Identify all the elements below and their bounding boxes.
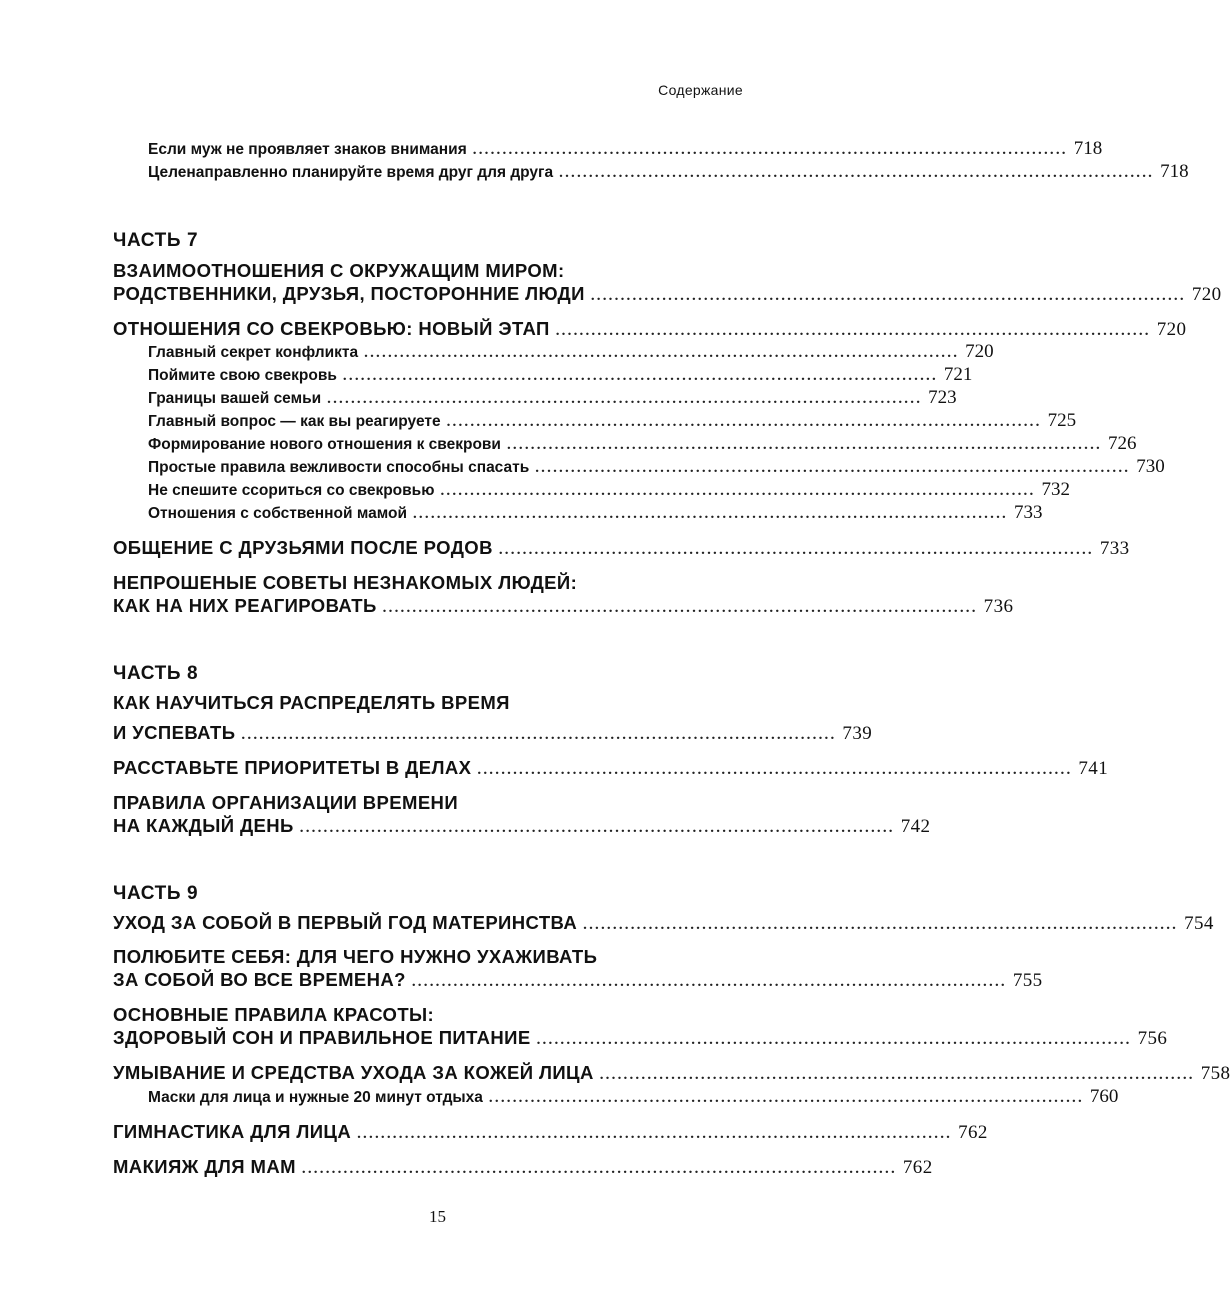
toc-chapter-title-line: ОСНОВНЫЕ ПРАВИЛА КРАСОТЫ: xyxy=(113,1004,435,1025)
leader-dots: .................................................................................................... xyxy=(440,483,1036,499)
leader-dots: .................................................................................................... xyxy=(446,414,1042,430)
toc-entry-page: 762 xyxy=(958,1122,988,1143)
toc-entry[interactable] xyxy=(148,341,994,363)
toc-entry-title: НА КАЖДЫЙ ДЕНЬ xyxy=(113,815,294,836)
leader-dots: .................................................................................................... xyxy=(411,974,1007,990)
leader-dots: .................................................................................................... xyxy=(583,917,1179,933)
part-title-line: ВЗАИМООТНОШЕНИЯ С ОКРУЖАЩИМ МИРОМ: xyxy=(113,260,565,281)
toc-entry-title: Если муж не проявляет знаков внимания xyxy=(148,141,467,158)
page-number: 15 xyxy=(429,1207,446,1226)
toc-entry[interactable] xyxy=(148,138,1103,160)
leader-dots: .................................................................................................... xyxy=(382,600,978,616)
toc-entry[interactable] xyxy=(148,1086,1119,1108)
part-label: ЧАСТЬ 7 xyxy=(113,230,199,251)
toc-entry-page: 760 xyxy=(1089,1086,1119,1107)
toc-entry-page: 762 xyxy=(902,1157,933,1178)
part-label: ЧАСТЬ 9 xyxy=(113,883,199,904)
toc-entry-page: 754 xyxy=(1184,913,1214,934)
toc-entry[interactable] xyxy=(148,364,973,386)
toc-chapter-entry[interactable] xyxy=(113,1156,933,1179)
toc-entry[interactable] xyxy=(148,433,1137,455)
toc-chapter-entry[interactable] xyxy=(113,537,1130,560)
toc-entry[interactable] xyxy=(148,456,1165,478)
leader-dots: .................................................................................................... xyxy=(364,345,960,361)
leader-dots: .................................................................................................... xyxy=(590,288,1186,304)
toc-entry-title: Отношения с собственной мамой xyxy=(148,505,407,522)
toc-entry-page: 733 xyxy=(1099,538,1130,559)
leader-dots: .................................................................................................... xyxy=(299,820,895,836)
toc-entry-title: ЗА СОБОЙ ВО ВСЕ ВРЕМЕНА? xyxy=(113,969,406,990)
toc-entry-title: Маски для лица и нужные 20 минут отдыха xyxy=(148,1089,483,1106)
toc-chapter-entry[interactable] xyxy=(113,1062,1230,1085)
leader-dots: .................................................................................................... xyxy=(555,323,1151,339)
toc-entry-page: 730 xyxy=(1136,456,1165,477)
toc-chapter-title-line: ПРАВИЛА ОРГАНИЗАЦИИ ВРЕМЕНИ xyxy=(113,792,459,813)
toc-entry-title: РАССТАВЬТЕ ПРИОРИТЕТЫ В ДЕЛАХ xyxy=(113,757,472,778)
leader-dots: .................................................................................................... xyxy=(488,1090,1084,1106)
leader-dots: .................................................................................................... xyxy=(477,762,1073,778)
toc-entry[interactable] xyxy=(148,161,1189,183)
toc-chapter-entry[interactable] xyxy=(113,815,931,838)
leader-dots: .................................................................................................... xyxy=(357,1126,953,1142)
toc-chapter-entry[interactable] xyxy=(113,969,1043,992)
toc-chapter-entry[interactable] xyxy=(113,318,1187,341)
leader-dots: .................................................................................................... xyxy=(327,391,923,407)
toc-entry-title: МАКИЯЖ ДЛЯ МАМ xyxy=(113,1156,296,1177)
leader-dots: .................................................................................................... xyxy=(412,506,1008,522)
toc-chapter-title-line: НЕПРОШЕНЫЕ СОВЕТЫ НЕЗНАКОМЫХ ЛЮДЕЙ: xyxy=(113,572,578,593)
toc-entry-page: 718 xyxy=(1160,161,1189,182)
toc-entry-title: ОТНОШЕНИЯ СО СВЕКРОВЬЮ: НОВЫЙ ЭТАП xyxy=(113,318,550,339)
toc-entry-page: 741 xyxy=(1078,758,1109,779)
toc-entry-page: 720 xyxy=(1156,319,1187,340)
leader-dots: .................................................................................................... xyxy=(472,142,1068,158)
leader-dots: .................................................................................................... xyxy=(301,1161,897,1177)
leader-dots: .................................................................................................... xyxy=(535,460,1131,476)
toc-entry-page: 720 xyxy=(1191,284,1222,305)
toc-chapter-entry[interactable] xyxy=(113,1027,1168,1050)
toc-entry-title: И УСПЕВАТЬ xyxy=(113,722,236,743)
toc-entry-page: 758 xyxy=(1200,1063,1230,1084)
toc-entry-page: 726 xyxy=(1107,433,1137,454)
toc-entry-title: Главный вопрос — как вы реагируете xyxy=(148,413,441,430)
toc-entry-title: Поймите свою свекровь xyxy=(148,367,337,384)
toc-chapter-entry[interactable] xyxy=(113,1121,988,1144)
toc-part-entry[interactable] xyxy=(113,912,1214,935)
toc-entry-title: Простые правила вежливости способны спасать xyxy=(148,459,530,476)
toc-entry[interactable] xyxy=(148,387,957,409)
toc-entry-title: Целенаправленно планируйте время друг для друга xyxy=(148,164,554,181)
toc-part-entry[interactable] xyxy=(113,722,873,745)
toc-entry-title: ОБЩЕНИЕ С ДРУЗЬЯМИ ПОСЛЕ РОДОВ xyxy=(113,537,493,558)
leader-dots: .................................................................................................... xyxy=(559,165,1155,181)
leader-dots: .................................................................................................... xyxy=(599,1067,1195,1083)
toc-entry-title: КАК НА НИХ РЕАГИРОВАТЬ xyxy=(113,595,377,616)
toc-entry[interactable] xyxy=(148,410,1077,432)
running-header: Содержание xyxy=(658,82,743,98)
toc-entry-page: 736 xyxy=(983,596,1014,617)
toc-entry-title: Не спешите ссориться со свекровью xyxy=(148,482,435,499)
toc-chapter-entry[interactable] xyxy=(113,595,1014,618)
toc-entry-title: ГИМНАСТИКА ДЛЯ ЛИЦА xyxy=(113,1121,352,1142)
toc-entry-page: 756 xyxy=(1137,1028,1168,1049)
toc-entry-page: 755 xyxy=(1012,970,1043,991)
toc-entry-title: ЗДОРОВЫЙ СОН И ПРАВИЛЬНОЕ ПИТАНИЕ xyxy=(113,1027,531,1048)
toc-entry-title: УХОД ЗА СОБОЙ В ПЕРВЫЙ ГОД МАТЕРИНСТВА xyxy=(113,912,578,933)
part-label: ЧАСТЬ 8 xyxy=(113,663,199,684)
toc-entry-page: 733 xyxy=(1013,502,1043,523)
toc-entry-page: 732 xyxy=(1041,479,1070,500)
toc-entry-title: Главный секрет конфликта xyxy=(148,344,359,361)
toc-entry-page: 721 xyxy=(943,364,973,385)
toc-entry[interactable] xyxy=(148,479,1070,501)
toc-entry-page: 723 xyxy=(928,387,957,408)
toc-entry-title: РОДСТВЕННИКИ, ДРУЗЬЯ, ПОСТОРОННИЕ ЛЮДИ xyxy=(113,283,585,304)
toc-entry-page: 720 xyxy=(965,341,994,362)
leader-dots: .................................................................................................... xyxy=(241,727,837,743)
leader-dots: .................................................................................................... xyxy=(498,542,1094,558)
toc-entry[interactable] xyxy=(148,502,1043,524)
toc-entry-page: 718 xyxy=(1073,138,1103,159)
toc-entry-title: Границы вашей семьи xyxy=(148,390,322,407)
toc-chapter-title-line: ПОЛЮБИТЕ СЕБЯ: ДЛЯ ЧЕГО НУЖНО УХАЖИВАТЬ xyxy=(113,946,598,967)
toc-entry-title: УМЫВАНИЕ И СРЕДСТВА УХОДА ЗА КОЖЕЙ ЛИЦА xyxy=(113,1062,594,1083)
toc-entry-page: 739 xyxy=(842,723,873,744)
toc-entry-page: 725 xyxy=(1047,410,1077,431)
toc-entry-title: Формирование нового отношения к свекрови xyxy=(148,436,501,453)
leader-dots: .................................................................................................... xyxy=(506,437,1102,453)
toc-chapter-entry[interactable] xyxy=(113,757,1109,780)
leader-dots: .................................................................................................... xyxy=(536,1032,1132,1048)
leader-dots: .................................................................................................... xyxy=(342,368,938,384)
part-title-line: КАК НАУЧИТЬСЯ РАСПРЕДЕЛЯТЬ ВРЕМЯ xyxy=(113,692,510,713)
toc-part-entry[interactable] xyxy=(113,283,1222,306)
toc-entry-page: 742 xyxy=(900,816,931,837)
